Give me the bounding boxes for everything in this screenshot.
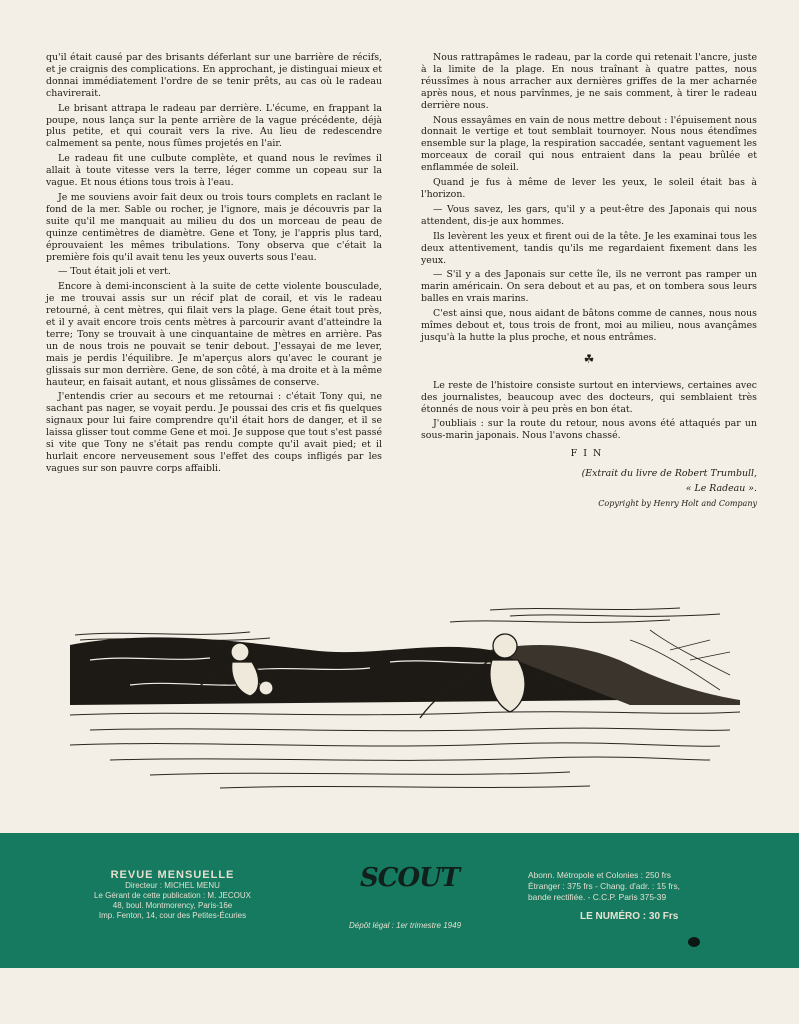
paragraph: Je me souviens avoir fait deux ou trois tours complets en raclant le fond de la mer. Sable ou rocher, je l'ignore, mais je découvris par la suite qu'il me manquait au milieu du dos un morceau de peau de quinze centimètres de diamètre. Gene et Tony, je l'appris plus tard, éprouvaient les mêmes tribulations. Tony observa que c'était la première fois qu'il avait tenu les yeux ouverts sous l'eau. xyxy=(46,191,382,263)
paragraph: qu'il était causé par des brisants déferlant sur une barrière de récifs, et je craignis des complications. En approchant, je distinguai mieux et donnai immédiatement l'ordre de se tenir prêts, au cas où le radeau chavirerait. xyxy=(46,52,382,99)
paragraph: Le reste de l'histoire consiste surtout en interviews, certaines avec des journalistes, beaucoup avec des docteurs, qui semblaient très étonnés de nous voir à peu près en bon état. xyxy=(421,379,757,415)
director-line: Directeur : MICHEL MENU xyxy=(125,881,220,890)
revue-title: REVUE MENSUELLE xyxy=(110,869,235,881)
paragraph: J'oubliais : sur la route du retour, nous avons été attaqués par un sous-marin japonais. Nous l'avons chassé. xyxy=(421,418,757,442)
address-line: 48, boul. Montmorency, Paris-16e xyxy=(112,901,233,910)
ink-dot xyxy=(688,937,700,947)
paragraph: Nous rattrapâmes le radeau, par la corde qui retenait l'ancre, juste à la limite de la plage. En nous traînant à quatre pattes, nous réussîmes à nous arracher aux dernières griffes de la mer acharnée après nous, et nous parvînmes, je ne sais comment, à tirer le radeau derrière nous. xyxy=(421,52,757,111)
copyright-line: Copyright by Henry Holt and Company xyxy=(598,499,757,508)
paragraph: — Tout était joli et vert. xyxy=(58,266,171,278)
publication-info xyxy=(50,870,295,921)
paragraph: Le radeau fit une culbute complète, et quand nous le revîmes il allait à toute vitesse vers la terre, léger comme un copeau sur la vague. Et nous étions tous trois à l'eau. xyxy=(46,153,382,189)
paragraph: Nous essayâmes en vain de nous mettre debout : l'épuisement nous donnait le vertige et tout semblait tournoyer. Nous nous étendîmes ensemble sur la plage, la respiration saccadée, sentant vaguement les morceaux de corail qui nous entraient dans la peau brûlée et enflammée de soleil. xyxy=(421,114,757,174)
depot-legal: Dépôt légal : 1er trimestre 1949 xyxy=(348,921,462,930)
price-label: LE NUMÉRO : 30 Frs xyxy=(580,911,679,922)
paragraph: — S'il y a des Japonais sur cette île, ils ne verront pas ramper un marin américain. On sera debout et au pas, et on tombera sous leurs balles en vrais marins. xyxy=(421,269,757,305)
credit-line-1: (Extrait du livre de Robert Trumbull, xyxy=(581,468,757,480)
gerant-line: Le Gérant de cette publication : M. JECOUX xyxy=(94,891,251,900)
abonnement-line: Abonn. Métropole et Colonies : 250 frs xyxy=(528,870,671,880)
subscription-info xyxy=(528,870,768,903)
etranger-line: Étranger : 375 frs - Chang. d'adr. : 15 frs, xyxy=(528,881,680,891)
paragraph: — Vous savez, les gars, qu'il y a peut-être des Japonais qui nous attendent, dis-je aux hommes. xyxy=(421,203,757,227)
article-right-column xyxy=(421,52,757,510)
article-left-column xyxy=(46,52,382,478)
right-paragraphs xyxy=(421,52,757,344)
paragraph: Encore à demi-inconscient à la suite de cette violente bousculade, je me trouvai assis sur un récif plat de corail, et vis le radeau retourné, à cent mètres, qui filait vers la plage. Gene était tout près, et il y avait encore trois cents mètres à parcourir avant d'atteindre la terre; Tony se trouvait à une cinquantaine de mètres en arrière. Pas un de nous trois ne pouvait se tenir debout. J'essayai de me lever, mais je perdis l'équilibre. Je m'aperçus alors qu'avec le courant je glissais sur mon derrière. Gene, de son côté, à ma droite et à la même hauteur, en faisait autant, et nous glissâmes de conserve. xyxy=(46,281,382,388)
epilogue-paragraphs xyxy=(421,380,757,443)
fin-label: FIN xyxy=(570,448,608,460)
paragraph: C'est ainsi que, nous aidant de bâtons comme de cannes, nous nous mîmes debout et, tous trois de front, moi au milieu, nous avançâmes jusqu'à la hutte la plus proche, et nous entrâmes. xyxy=(421,308,757,343)
scout-logo: SCOUT xyxy=(360,863,460,893)
footer-band xyxy=(0,833,799,968)
paragraph: Ils levèrent les yeux et firent oui de la tête. Je les examinai tous les deux attentivement, tandis qu'ils me regardaient fixement dans les yeux. xyxy=(421,230,757,266)
credit-line-2: « Le Radeau ». xyxy=(685,483,757,495)
printer-line: Imp. Fenton, 14, cour des Petites-Écuries xyxy=(98,911,247,920)
surf-swimmers-illustration xyxy=(70,600,740,805)
paragraph: J'entendis crier au secours et me retournai : c'était Tony qui, ne sachant pas nager, se voyait perdu. Je poussai des cris et fis quelques signaux pour lui faire comprendre qu'il était hors de danger, et il se laissa glisser tout comme Gene et moi. Je suppose que tout s'est passé si vite que Tony ne s'était pas rendu compte qu'il avait pied; et il hurlait encore nerveusement sous l'effet des coups infligés par les vagues sur son pauvre corps affaibli. xyxy=(46,391,382,474)
paragraph: Quand je fus à même de lever les yeux, le soleil était bas à l'horizon. xyxy=(421,177,757,200)
bande-line: bande rectifiée. - C.C.P. Paris 375-39 xyxy=(528,892,667,902)
paragraph: Le brisant attrapa le radeau par derrière. L'écume, en frappant la poupe, nous lança sur la pente arrière de la vague précédente, déjà plus petite, et qui courait vers la rive. Au lieu de redescendre calmement sa pente, nous fûmes projetés en l'air. xyxy=(46,102,382,150)
clover-ornament: ☘ xyxy=(583,351,595,366)
